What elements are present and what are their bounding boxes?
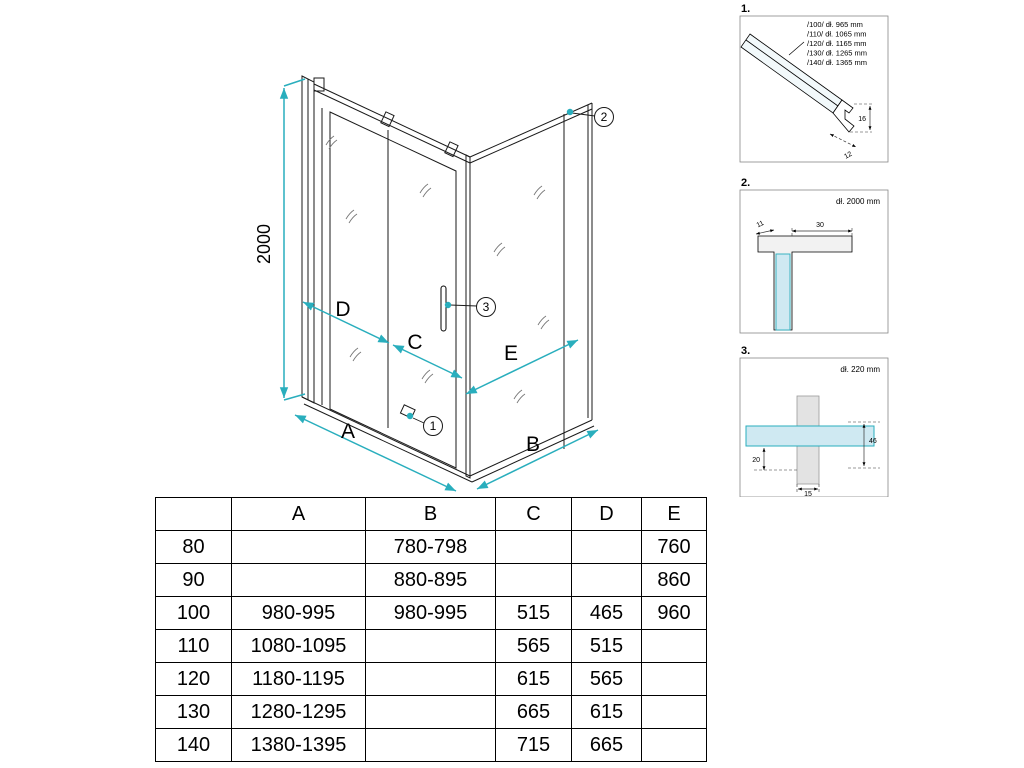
header-a: A	[232, 498, 366, 531]
table-row	[156, 531, 707, 564]
cell-d: 515	[572, 630, 642, 663]
cell-e: 960	[642, 597, 707, 630]
cell-d: 665	[572, 729, 642, 762]
detail-1-dim-12: 12	[843, 150, 854, 161]
cell-size: 110	[156, 630, 232, 663]
cell-a: 980-995	[232, 597, 366, 630]
detail-3	[740, 345, 888, 497]
cell-d: 465	[572, 597, 642, 630]
detail-2-label: 2.	[741, 177, 751, 189]
cell-d	[572, 531, 642, 564]
detail-1-length-140: /140/ dł. 1365 mm	[807, 58, 868, 67]
detail-3-dim-46: 46	[869, 438, 877, 445]
cell-e	[642, 630, 707, 663]
cell-b	[366, 630, 496, 663]
detail-1	[740, 3, 888, 162]
cell-a: 1180-1195	[232, 663, 366, 696]
cell-b	[366, 729, 496, 762]
detail-2-length: dł. 2000 mm	[835, 197, 880, 206]
cell-size: 120	[156, 663, 232, 696]
cell-a: 1380-1395	[232, 729, 366, 762]
table-row	[156, 630, 707, 663]
cell-b: 980-995	[366, 597, 496, 630]
cell-e	[642, 729, 707, 762]
cell-b: 880-895	[366, 564, 496, 597]
cell-size: 130	[156, 696, 232, 729]
dim-label-e: E	[503, 342, 519, 365]
detail-1-length-110: /110/ dł. 1065 mm	[807, 29, 867, 39]
dim-label-a: A	[340, 420, 356, 443]
height-dim-label: 2000	[254, 223, 274, 265]
cell-b: 780-798	[366, 531, 496, 564]
detail-2-dim-11: 11	[755, 219, 766, 230]
header-b: B	[366, 498, 496, 531]
detail-1-length-100: /100/ dł. 965 mm	[807, 20, 863, 29]
detail-3-length: dł. 220 mm	[840, 365, 880, 374]
cell-e	[642, 696, 707, 729]
cell-c	[496, 564, 572, 597]
cell-b	[366, 663, 496, 696]
cell-e	[642, 663, 707, 696]
cell-size: 80	[156, 531, 232, 564]
cell-size: 90	[156, 564, 232, 597]
door-handle	[441, 286, 446, 331]
dim-label-c: C	[407, 331, 423, 354]
cell-a	[232, 531, 366, 564]
cell-c: 515	[496, 597, 572, 630]
detail-1-length-120: /120/ dł. 1165 mm	[807, 39, 867, 48]
detail-3-label: 3.	[741, 345, 751, 357]
dimensions-table	[155, 497, 707, 762]
cell-a: 1280-1295	[232, 696, 366, 729]
detail-1-label: 1.	[741, 3, 751, 15]
cell-a	[232, 564, 366, 597]
cell-d: 615	[572, 696, 642, 729]
callout-1	[407, 413, 443, 436]
cell-c: 615	[496, 663, 572, 696]
table-row	[156, 597, 707, 630]
table-row	[156, 696, 707, 729]
cell-c	[496, 531, 572, 564]
cell-c: 665	[496, 696, 572, 729]
svg-text:3: 3	[482, 300, 490, 314]
svg-text:1: 1	[429, 419, 437, 433]
header-size	[156, 498, 232, 531]
dim-label-b: B	[525, 433, 541, 456]
detail-2-dim-30: 30	[816, 222, 824, 229]
detail-3-dim-15: 15	[804, 491, 812, 497]
header-d: D	[572, 498, 642, 531]
header-e: E	[642, 498, 707, 531]
detail-2	[740, 177, 888, 333]
cell-e: 760	[642, 531, 707, 564]
table-header-row	[156, 498, 707, 531]
cell-c: 715	[496, 729, 572, 762]
cell-d: 565	[572, 663, 642, 696]
header-c: C	[496, 498, 572, 531]
cell-a: 1080-1095	[232, 630, 366, 663]
cell-d	[572, 564, 642, 597]
detail-3-dim-20: 20	[752, 457, 760, 464]
cell-c: 565	[496, 630, 572, 663]
detail-1-dim-16: 16	[858, 116, 866, 123]
table-row	[156, 663, 707, 696]
detail-1-length-130: /130/ dł. 1265 mm	[807, 48, 868, 58]
cell-size: 100	[156, 597, 232, 630]
dim-label-d: D	[335, 298, 351, 321]
cell-size: 140	[156, 729, 232, 762]
table-row	[156, 729, 707, 762]
cell-e: 860	[642, 564, 707, 597]
table-row	[156, 564, 707, 597]
svg-text:2: 2	[600, 110, 608, 124]
cell-b	[366, 696, 496, 729]
